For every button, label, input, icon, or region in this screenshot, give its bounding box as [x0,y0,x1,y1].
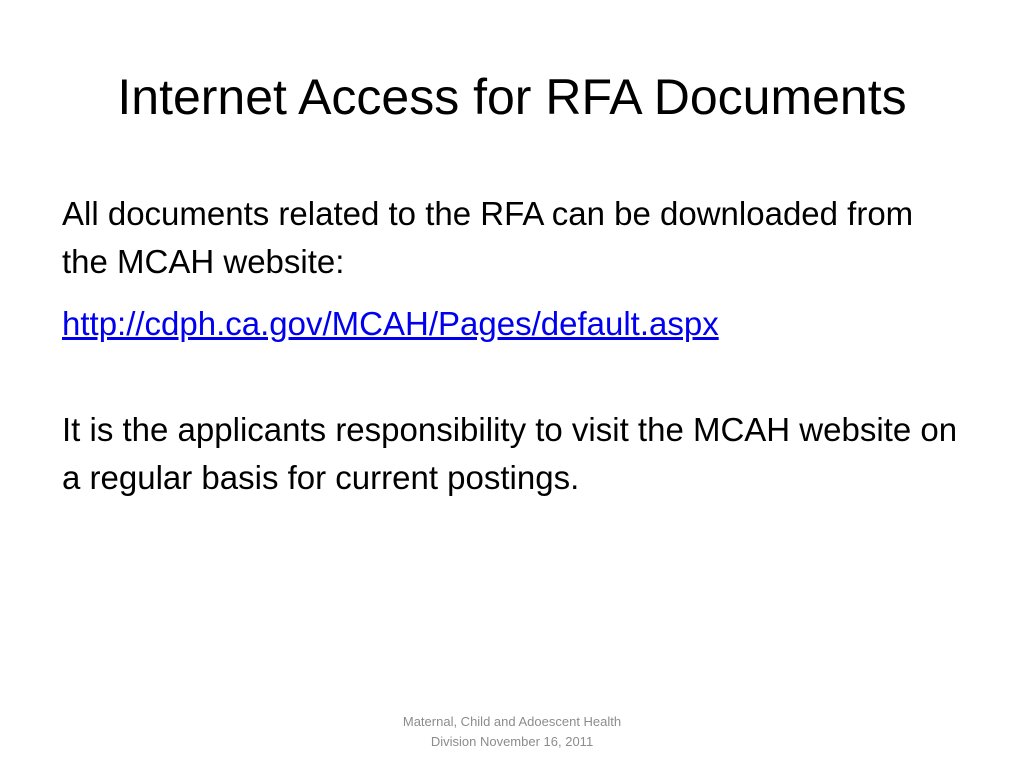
intro-paragraph: All documents related to the RFA can be downloaded from the MCAH website: [62,195,914,280]
footer-line-1: Maternal, Child and Adoescent Health [402,714,622,729]
slide-title: Internet Access for RFA Documents [117,69,907,125]
slide-footer [300,712,724,752]
slide-body [62,190,962,502]
footer-line-2: Division November 16, 2011 [430,734,594,749]
responsibility-paragraph: It is the applicants responsibility to visit the MCAH website on a regular basis for current postings. [62,411,958,496]
mcah-website-link[interactable]: http://cdph.ca.gov/MCAH/Pages/default.aspx [62,305,719,342]
spacer [62,348,962,406]
